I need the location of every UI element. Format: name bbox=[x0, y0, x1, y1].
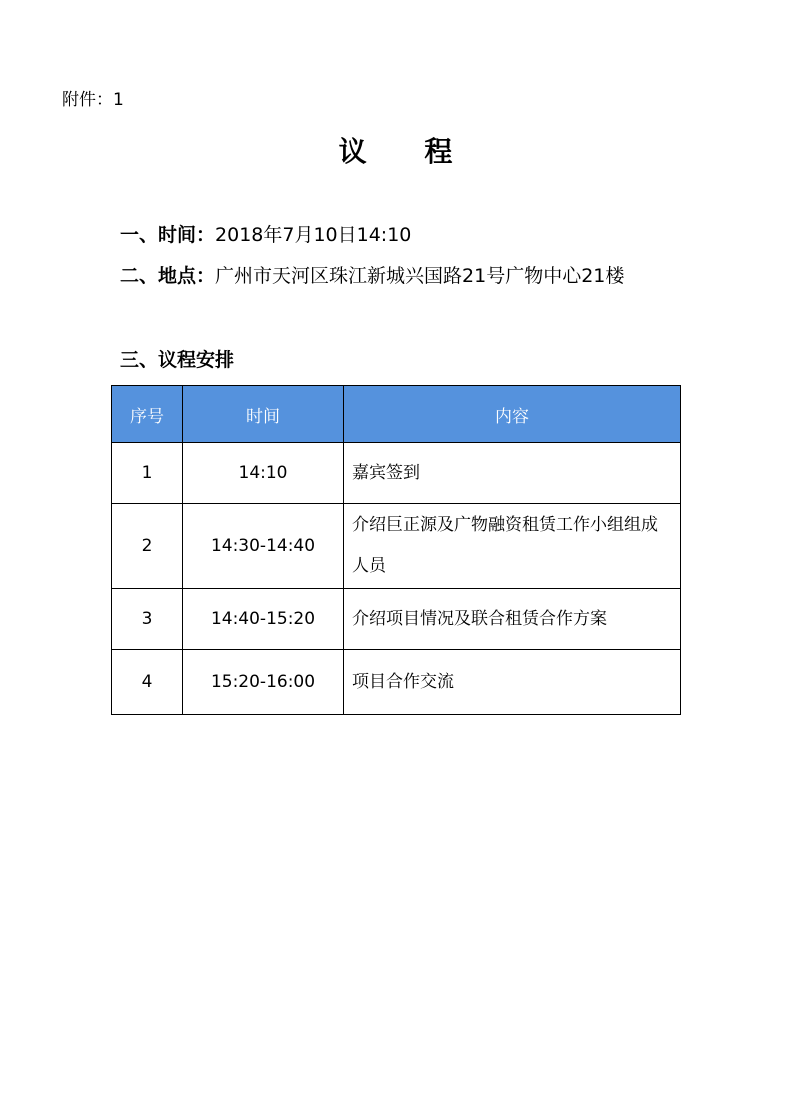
table-row bbox=[112, 589, 681, 650]
row-content: 介绍巨正源及广物融资租赁工作小组组成人员 bbox=[344, 504, 681, 589]
row-time: 14:10 bbox=[183, 443, 344, 504]
page-title: 议 程 bbox=[338, 135, 477, 168]
time-label: 一、时间： bbox=[120, 224, 216, 246]
row-time: 14:40-15:20 bbox=[183, 589, 344, 650]
row-number: 4 bbox=[112, 650, 183, 715]
row-number: 3 bbox=[112, 589, 183, 650]
schedule-heading: 三、议程安排 bbox=[120, 349, 235, 371]
agenda-table bbox=[111, 385, 681, 715]
place-value: 广州市天河区珠江新城兴国路21号广物中心21楼 bbox=[215, 265, 625, 287]
table-row bbox=[112, 443, 681, 504]
row-content: 介绍项目情况及联合租赁合作方案 bbox=[344, 589, 681, 650]
header-content: 内容 bbox=[344, 386, 681, 443]
place-label: 二、地点： bbox=[120, 265, 216, 287]
table-header-row bbox=[112, 386, 681, 443]
row-content: 嘉宾签到 bbox=[344, 443, 681, 504]
row-time: 14:30-14:40 bbox=[183, 504, 344, 589]
table-row bbox=[112, 650, 681, 715]
header-number: 序号 bbox=[112, 386, 183, 443]
time-value: 2018年7月10日14:10 bbox=[215, 224, 412, 246]
meeting-time bbox=[120, 215, 680, 256]
row-number: 1 bbox=[112, 443, 183, 504]
row-content: 项目合作交流 bbox=[344, 650, 681, 715]
row-time: 15:20-16:00 bbox=[183, 650, 344, 715]
attachment-label: 附件：1 bbox=[62, 90, 124, 110]
table-row bbox=[112, 504, 681, 589]
row-number: 2 bbox=[112, 504, 183, 589]
header-time: 时间 bbox=[183, 386, 344, 443]
meeting-place bbox=[120, 256, 680, 297]
